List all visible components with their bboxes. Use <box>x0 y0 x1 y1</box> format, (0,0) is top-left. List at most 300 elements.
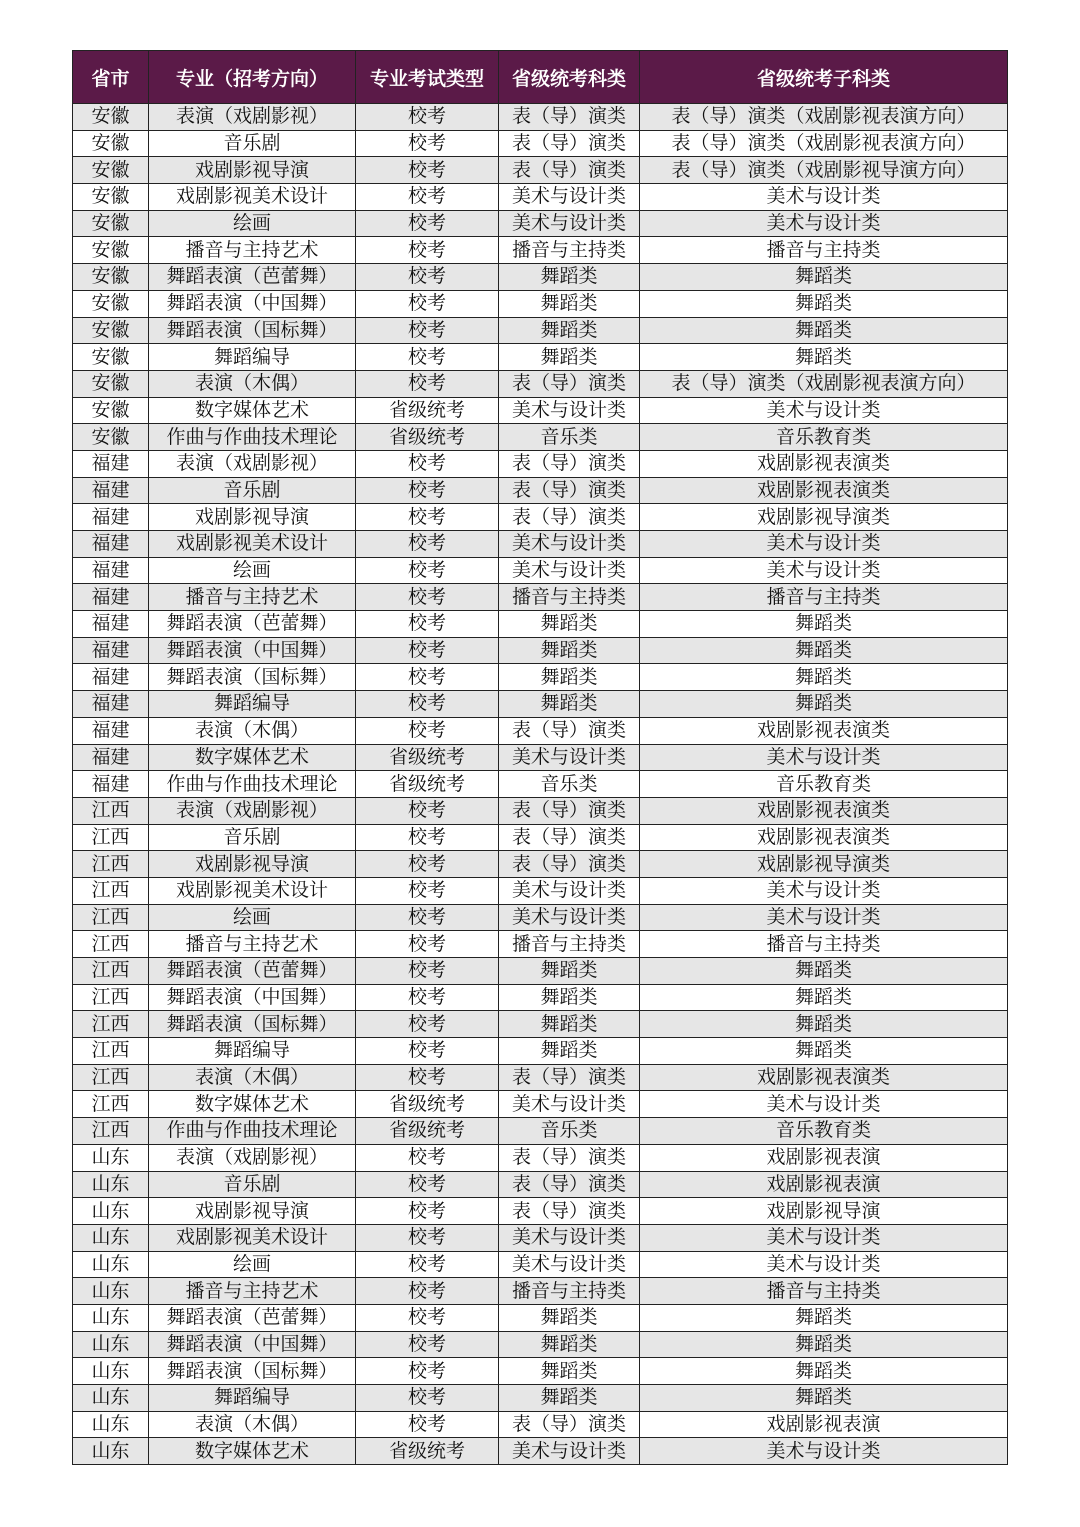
cell-category: 美术与设计类 <box>499 877 640 904</box>
table-row <box>73 637 1008 664</box>
cell-category: 舞蹈类 <box>499 1358 640 1385</box>
cell-subcategory: 音乐教育类 <box>640 771 1008 798</box>
cell-province: 山东 <box>73 1385 149 1412</box>
cell-subcategory: 舞蹈类 <box>640 958 1008 985</box>
cell-category: 表（导）演类 <box>499 1411 640 1438</box>
cell-province: 安徽 <box>73 130 149 157</box>
cell-province: 福建 <box>73 744 149 771</box>
cell-major: 音乐剧 <box>149 477 356 504</box>
cell-exam-type: 校考 <box>356 958 499 985</box>
cell-category: 舞蹈类 <box>499 611 640 638</box>
cell-category: 舞蹈类 <box>499 637 640 664</box>
cell-subcategory: 舞蹈类 <box>640 1358 1008 1385</box>
cell-major: 表演（木偶） <box>149 370 356 397</box>
cell-category: 美术与设计类 <box>499 397 640 424</box>
cell-exam-type: 校考 <box>356 1198 499 1225</box>
cell-exam-type: 校考 <box>356 290 499 317</box>
cell-subcategory: 舞蹈类 <box>640 1304 1008 1331</box>
table-row <box>73 104 1008 131</box>
table-row <box>73 1198 1008 1225</box>
table-row <box>73 1385 1008 1412</box>
cell-exam-type: 校考 <box>356 317 499 344</box>
cell-exam-type: 校考 <box>356 1251 499 1278</box>
cell-category: 播音与主持类 <box>499 584 640 611</box>
cell-subcategory: 戏剧影视表演类 <box>640 824 1008 851</box>
cell-exam-type: 校考 <box>356 370 499 397</box>
cell-subcategory: 戏剧影视表演 <box>640 1411 1008 1438</box>
cell-major: 播音与主持艺术 <box>149 1278 356 1305</box>
cell-subcategory: 播音与主持类 <box>640 584 1008 611</box>
cell-major: 舞蹈表演（国标舞） <box>149 1358 356 1385</box>
cell-subcategory: 美术与设计类 <box>640 1251 1008 1278</box>
cell-province: 江西 <box>73 1038 149 1065</box>
header-category: 省级统考科类 <box>499 51 640 104</box>
cell-exam-type: 校考 <box>356 1011 499 1038</box>
cell-province: 福建 <box>73 557 149 584</box>
table-row <box>73 504 1008 531</box>
cell-subcategory: 舞蹈类 <box>640 1331 1008 1358</box>
cell-province: 山东 <box>73 1144 149 1171</box>
cell-province: 安徽 <box>73 370 149 397</box>
table-row <box>73 1331 1008 1358</box>
table-row <box>73 184 1008 211</box>
cell-exam-type: 校考 <box>356 531 499 558</box>
cell-major: 戏剧影视导演 <box>149 504 356 531</box>
cell-category: 播音与主持类 <box>499 237 640 264</box>
cell-category: 表（导）演类 <box>499 450 640 477</box>
header-major: 专业（招考方向） <box>149 51 356 104</box>
cell-subcategory: 戏剧影视表演类 <box>640 450 1008 477</box>
cell-subcategory: 戏剧影视导演类 <box>640 504 1008 531</box>
cell-province: 山东 <box>73 1224 149 1251</box>
cell-subcategory: 戏剧影视表演类 <box>640 717 1008 744</box>
cell-exam-type: 校考 <box>356 1224 499 1251</box>
cell-exam-type: 校考 <box>356 237 499 264</box>
table-row <box>73 824 1008 851</box>
cell-major: 表演（戏剧影视） <box>149 797 356 824</box>
table-row <box>73 1411 1008 1438</box>
cell-province: 江西 <box>73 824 149 851</box>
cell-category: 舞蹈类 <box>499 317 640 344</box>
cell-province: 山东 <box>73 1411 149 1438</box>
table-row <box>73 717 1008 744</box>
cell-major: 作曲与作曲技术理论 <box>149 771 356 798</box>
cell-category: 舞蹈类 <box>499 984 640 1011</box>
cell-subcategory: 美术与设计类 <box>640 1224 1008 1251</box>
cell-exam-type: 校考 <box>356 1411 499 1438</box>
cell-province: 安徽 <box>73 184 149 211</box>
cell-province: 江西 <box>73 797 149 824</box>
cell-exam-type: 校考 <box>356 877 499 904</box>
cell-major: 播音与主持艺术 <box>149 584 356 611</box>
cell-subcategory: 表（导）演类（戏剧影视表演方向） <box>640 130 1008 157</box>
table-row <box>73 290 1008 317</box>
cell-exam-type: 省级统考 <box>356 424 499 451</box>
cell-subcategory: 舞蹈类 <box>640 1385 1008 1412</box>
table-row <box>73 1304 1008 1331</box>
cell-category: 舞蹈类 <box>499 691 640 718</box>
cell-exam-type: 校考 <box>356 1171 499 1198</box>
cell-subcategory: 舞蹈类 <box>640 1011 1008 1038</box>
cell-province: 福建 <box>73 584 149 611</box>
cell-exam-type: 校考 <box>356 1278 499 1305</box>
cell-category: 表（导）演类 <box>499 104 640 131</box>
cell-province: 山东 <box>73 1438 149 1465</box>
cell-major: 表演（木偶） <box>149 1411 356 1438</box>
table-row <box>73 904 1008 931</box>
cell-province: 安徽 <box>73 210 149 237</box>
table-row <box>73 611 1008 638</box>
cell-subcategory: 美术与设计类 <box>640 1091 1008 1118</box>
cell-major: 舞蹈表演（中国舞） <box>149 290 356 317</box>
cell-category: 美术与设计类 <box>499 184 640 211</box>
table-row <box>73 1038 1008 1065</box>
table-row <box>73 1251 1008 1278</box>
cell-category: 音乐类 <box>499 424 640 451</box>
cell-category: 美术与设计类 <box>499 1438 640 1465</box>
cell-exam-type: 校考 <box>356 1385 499 1412</box>
table-row <box>73 210 1008 237</box>
cell-subcategory: 戏剧影视表演类 <box>640 797 1008 824</box>
cell-major: 数字媒体艺术 <box>149 397 356 424</box>
cell-exam-type: 校考 <box>356 637 499 664</box>
cell-category: 舞蹈类 <box>499 1331 640 1358</box>
cell-major: 数字媒体艺术 <box>149 744 356 771</box>
cell-exam-type: 校考 <box>356 1358 499 1385</box>
cell-subcategory: 舞蹈类 <box>640 611 1008 638</box>
cell-category: 表（导）演类 <box>499 797 640 824</box>
cell-province: 安徽 <box>73 397 149 424</box>
cell-category: 表（导）演类 <box>499 130 640 157</box>
cell-category: 音乐类 <box>499 771 640 798</box>
table-row <box>73 557 1008 584</box>
cell-exam-type: 校考 <box>356 1144 499 1171</box>
cell-province: 福建 <box>73 691 149 718</box>
cell-major: 绘画 <box>149 1251 356 1278</box>
table-row <box>73 1171 1008 1198</box>
table-row <box>73 1224 1008 1251</box>
table-row <box>73 1358 1008 1385</box>
cell-province: 山东 <box>73 1251 149 1278</box>
cell-subcategory: 舞蹈类 <box>640 664 1008 691</box>
cell-category: 美术与设计类 <box>499 210 640 237</box>
cell-exam-type: 校考 <box>356 477 499 504</box>
cell-exam-type: 校考 <box>356 130 499 157</box>
cell-subcategory: 播音与主持类 <box>640 237 1008 264</box>
cell-province: 福建 <box>73 664 149 691</box>
table-row <box>73 1278 1008 1305</box>
cell-province: 福建 <box>73 477 149 504</box>
table-row <box>73 1064 1008 1091</box>
cell-exam-type: 校考 <box>356 557 499 584</box>
cell-category: 表（导）演类 <box>499 1198 640 1225</box>
cell-exam-type: 校考 <box>356 797 499 824</box>
cell-province: 山东 <box>73 1358 149 1385</box>
cell-major: 舞蹈编导 <box>149 691 356 718</box>
cell-province: 安徽 <box>73 344 149 371</box>
cell-exam-type: 校考 <box>356 157 499 184</box>
table-row <box>73 691 1008 718</box>
cell-subcategory: 播音与主持类 <box>640 931 1008 958</box>
table-row <box>73 771 1008 798</box>
cell-province: 安徽 <box>73 104 149 131</box>
cell-major: 表演（木偶） <box>149 1064 356 1091</box>
cell-exam-type: 校考 <box>356 904 499 931</box>
cell-major: 戏剧影视美术设计 <box>149 877 356 904</box>
cell-category: 舞蹈类 <box>499 1304 640 1331</box>
cell-exam-type: 校考 <box>356 691 499 718</box>
table-header <box>73 51 1008 104</box>
cell-subcategory: 表（导）演类（戏剧影视导演方向） <box>640 157 1008 184</box>
cell-subcategory: 戏剧影视表演类 <box>640 1064 1008 1091</box>
cell-major: 音乐剧 <box>149 130 356 157</box>
cell-major: 舞蹈表演（中国舞） <box>149 984 356 1011</box>
cell-major: 音乐剧 <box>149 1171 356 1198</box>
table-row <box>73 317 1008 344</box>
cell-major: 舞蹈编导 <box>149 344 356 371</box>
cell-major: 戏剧影视美术设计 <box>149 184 356 211</box>
cell-province: 山东 <box>73 1331 149 1358</box>
cell-category: 表（导）演类 <box>499 717 640 744</box>
cell-province: 福建 <box>73 637 149 664</box>
cell-exam-type: 校考 <box>356 210 499 237</box>
cell-subcategory: 表（导）演类（戏剧影视表演方向） <box>640 104 1008 131</box>
cell-subcategory: 戏剧影视表演 <box>640 1171 1008 1198</box>
cell-exam-type: 校考 <box>356 984 499 1011</box>
cell-major: 舞蹈编导 <box>149 1385 356 1412</box>
table-row <box>73 851 1008 878</box>
cell-subcategory: 美术与设计类 <box>640 904 1008 931</box>
cell-major: 作曲与作曲技术理论 <box>149 424 356 451</box>
cell-subcategory: 舞蹈类 <box>640 691 1008 718</box>
cell-province: 山东 <box>73 1278 149 1305</box>
cell-category: 表（导）演类 <box>499 1171 640 1198</box>
table-row <box>73 1118 1008 1145</box>
table-row <box>73 877 1008 904</box>
cell-category: 表（导）演类 <box>499 1144 640 1171</box>
cell-exam-type: 校考 <box>356 1331 499 1358</box>
table-row <box>73 931 1008 958</box>
table-row <box>73 477 1008 504</box>
cell-subcategory: 音乐教育类 <box>640 1118 1008 1145</box>
cell-category: 播音与主持类 <box>499 931 640 958</box>
cell-subcategory: 美术与设计类 <box>640 184 1008 211</box>
cell-province: 安徽 <box>73 157 149 184</box>
table-row <box>73 744 1008 771</box>
cell-major: 舞蹈表演（中国舞） <box>149 1331 356 1358</box>
cell-category: 美术与设计类 <box>499 1091 640 1118</box>
cell-major: 播音与主持艺术 <box>149 931 356 958</box>
cell-category: 表（导）演类 <box>499 157 640 184</box>
cell-major: 表演（戏剧影视） <box>149 1144 356 1171</box>
table-row <box>73 1144 1008 1171</box>
table-row <box>73 584 1008 611</box>
cell-subcategory: 戏剧影视导演 <box>640 1198 1008 1225</box>
cell-exam-type: 校考 <box>356 184 499 211</box>
cell-major: 播音与主持艺术 <box>149 237 356 264</box>
cell-category: 美术与设计类 <box>499 1251 640 1278</box>
cell-category: 美术与设计类 <box>499 744 640 771</box>
cell-province: 江西 <box>73 984 149 1011</box>
cell-province: 山东 <box>73 1171 149 1198</box>
cell-province: 江西 <box>73 904 149 931</box>
cell-province: 江西 <box>73 1091 149 1118</box>
cell-category: 美术与设计类 <box>499 531 640 558</box>
cell-major: 戏剧影视导演 <box>149 851 356 878</box>
cell-province: 山东 <box>73 1198 149 1225</box>
cell-exam-type: 省级统考 <box>356 397 499 424</box>
cell-exam-type: 校考 <box>356 931 499 958</box>
header-province: 省市 <box>73 51 149 104</box>
cell-province: 福建 <box>73 771 149 798</box>
header-row <box>73 51 1008 104</box>
cell-subcategory: 戏剧影视表演类 <box>640 477 1008 504</box>
cell-subcategory: 舞蹈类 <box>640 984 1008 1011</box>
cell-exam-type: 校考 <box>356 1064 499 1091</box>
cell-province: 安徽 <box>73 237 149 264</box>
cell-category: 表（导）演类 <box>499 477 640 504</box>
cell-exam-type: 校考 <box>356 104 499 131</box>
cell-major: 舞蹈编导 <box>149 1038 356 1065</box>
table-row <box>73 157 1008 184</box>
cell-major: 作曲与作曲技术理论 <box>149 1118 356 1145</box>
cell-category: 表（导）演类 <box>499 824 640 851</box>
cell-major: 舞蹈表演（芭蕾舞） <box>149 958 356 985</box>
cell-major: 戏剧影视美术设计 <box>149 1224 356 1251</box>
cell-exam-type: 省级统考 <box>356 771 499 798</box>
cell-province: 福建 <box>73 611 149 638</box>
cell-category: 舞蹈类 <box>499 264 640 291</box>
cell-major: 戏剧影视导演 <box>149 1198 356 1225</box>
cell-major: 绘画 <box>149 904 356 931</box>
cell-province: 江西 <box>73 851 149 878</box>
cell-subcategory: 美术与设计类 <box>640 877 1008 904</box>
cell-exam-type: 校考 <box>356 717 499 744</box>
cell-subcategory: 美术与设计类 <box>640 210 1008 237</box>
cell-subcategory: 舞蹈类 <box>640 1038 1008 1065</box>
cell-category: 表（导）演类 <box>499 504 640 531</box>
cell-category: 舞蹈类 <box>499 344 640 371</box>
cell-exam-type: 校考 <box>356 611 499 638</box>
cell-major: 舞蹈表演（芭蕾舞） <box>149 611 356 638</box>
cell-category: 舞蹈类 <box>499 664 640 691</box>
cell-category: 表（导）演类 <box>499 370 640 397</box>
table-row <box>73 1011 1008 1038</box>
cell-subcategory: 美术与设计类 <box>640 397 1008 424</box>
cell-exam-type: 校考 <box>356 344 499 371</box>
table-row <box>73 130 1008 157</box>
cell-category: 舞蹈类 <box>499 290 640 317</box>
cell-exam-type: 省级统考 <box>356 1091 499 1118</box>
cell-category: 舞蹈类 <box>499 1385 640 1412</box>
cell-province: 山东 <box>73 1304 149 1331</box>
cell-exam-type: 校考 <box>356 824 499 851</box>
cell-subcategory: 美术与设计类 <box>640 1438 1008 1465</box>
table-row <box>73 424 1008 451</box>
cell-exam-type: 校考 <box>356 264 499 291</box>
cell-subcategory: 美术与设计类 <box>640 531 1008 558</box>
cell-subcategory: 音乐教育类 <box>640 424 1008 451</box>
cell-subcategory: 舞蹈类 <box>640 290 1008 317</box>
cell-province: 福建 <box>73 717 149 744</box>
cell-exam-type: 校考 <box>356 584 499 611</box>
cell-province: 江西 <box>73 1011 149 1038</box>
cell-exam-type: 省级统考 <box>356 744 499 771</box>
cell-major: 舞蹈表演（国标舞） <box>149 664 356 691</box>
table-row <box>73 797 1008 824</box>
table-body <box>73 104 1008 1465</box>
cell-major: 表演（戏剧影视） <box>149 450 356 477</box>
cell-major: 数字媒体艺术 <box>149 1091 356 1118</box>
exam-category-table <box>72 50 1008 1465</box>
cell-category: 舞蹈类 <box>499 1038 640 1065</box>
cell-category: 美术与设计类 <box>499 904 640 931</box>
table-row <box>73 450 1008 477</box>
cell-province: 安徽 <box>73 290 149 317</box>
cell-major: 舞蹈表演（中国舞） <box>149 637 356 664</box>
cell-major: 舞蹈表演（国标舞） <box>149 317 356 344</box>
cell-exam-type: 省级统考 <box>356 1118 499 1145</box>
table-row <box>73 1091 1008 1118</box>
table-row <box>73 397 1008 424</box>
cell-exam-type: 校考 <box>356 1304 499 1331</box>
cell-exam-type: 校考 <box>356 851 499 878</box>
header-subcategory: 省级统考子科类 <box>640 51 1008 104</box>
cell-subcategory: 舞蹈类 <box>640 264 1008 291</box>
cell-major: 戏剧影视美术设计 <box>149 531 356 558</box>
cell-category: 美术与设计类 <box>499 557 640 584</box>
cell-province: 安徽 <box>73 317 149 344</box>
cell-major: 舞蹈表演（芭蕾舞） <box>149 1304 356 1331</box>
cell-subcategory: 美术与设计类 <box>640 744 1008 771</box>
table-row <box>73 264 1008 291</box>
cell-category: 表（导）演类 <box>499 851 640 878</box>
table-row <box>73 984 1008 1011</box>
cell-province: 安徽 <box>73 264 149 291</box>
cell-exam-type: 校考 <box>356 450 499 477</box>
cell-subcategory: 舞蹈类 <box>640 317 1008 344</box>
cell-category: 舞蹈类 <box>499 1011 640 1038</box>
cell-major: 绘画 <box>149 557 356 584</box>
cell-subcategory: 表（导）演类（戏剧影视表演方向） <box>640 370 1008 397</box>
cell-category: 美术与设计类 <box>499 1224 640 1251</box>
cell-province: 江西 <box>73 931 149 958</box>
table-row <box>73 664 1008 691</box>
cell-province: 福建 <box>73 531 149 558</box>
cell-category: 表（导）演类 <box>499 1064 640 1091</box>
cell-subcategory: 戏剧影视导演类 <box>640 851 1008 878</box>
cell-province: 江西 <box>73 958 149 985</box>
cell-major: 舞蹈表演（芭蕾舞） <box>149 264 356 291</box>
cell-major: 舞蹈表演（国标舞） <box>149 1011 356 1038</box>
table-row <box>73 344 1008 371</box>
table-row <box>73 1438 1008 1465</box>
cell-exam-type: 校考 <box>356 1038 499 1065</box>
cell-subcategory: 播音与主持类 <box>640 1278 1008 1305</box>
cell-major: 戏剧影视导演 <box>149 157 356 184</box>
cell-subcategory: 戏剧影视表演 <box>640 1144 1008 1171</box>
cell-province: 江西 <box>73 1064 149 1091</box>
cell-major: 绘画 <box>149 210 356 237</box>
cell-subcategory: 美术与设计类 <box>640 557 1008 584</box>
table-row <box>73 237 1008 264</box>
cell-province: 江西 <box>73 877 149 904</box>
cell-category: 播音与主持类 <box>499 1278 640 1305</box>
cell-category: 音乐类 <box>499 1118 640 1145</box>
table-row <box>73 370 1008 397</box>
cell-province: 福建 <box>73 450 149 477</box>
cell-major: 表演（戏剧影视） <box>149 104 356 131</box>
